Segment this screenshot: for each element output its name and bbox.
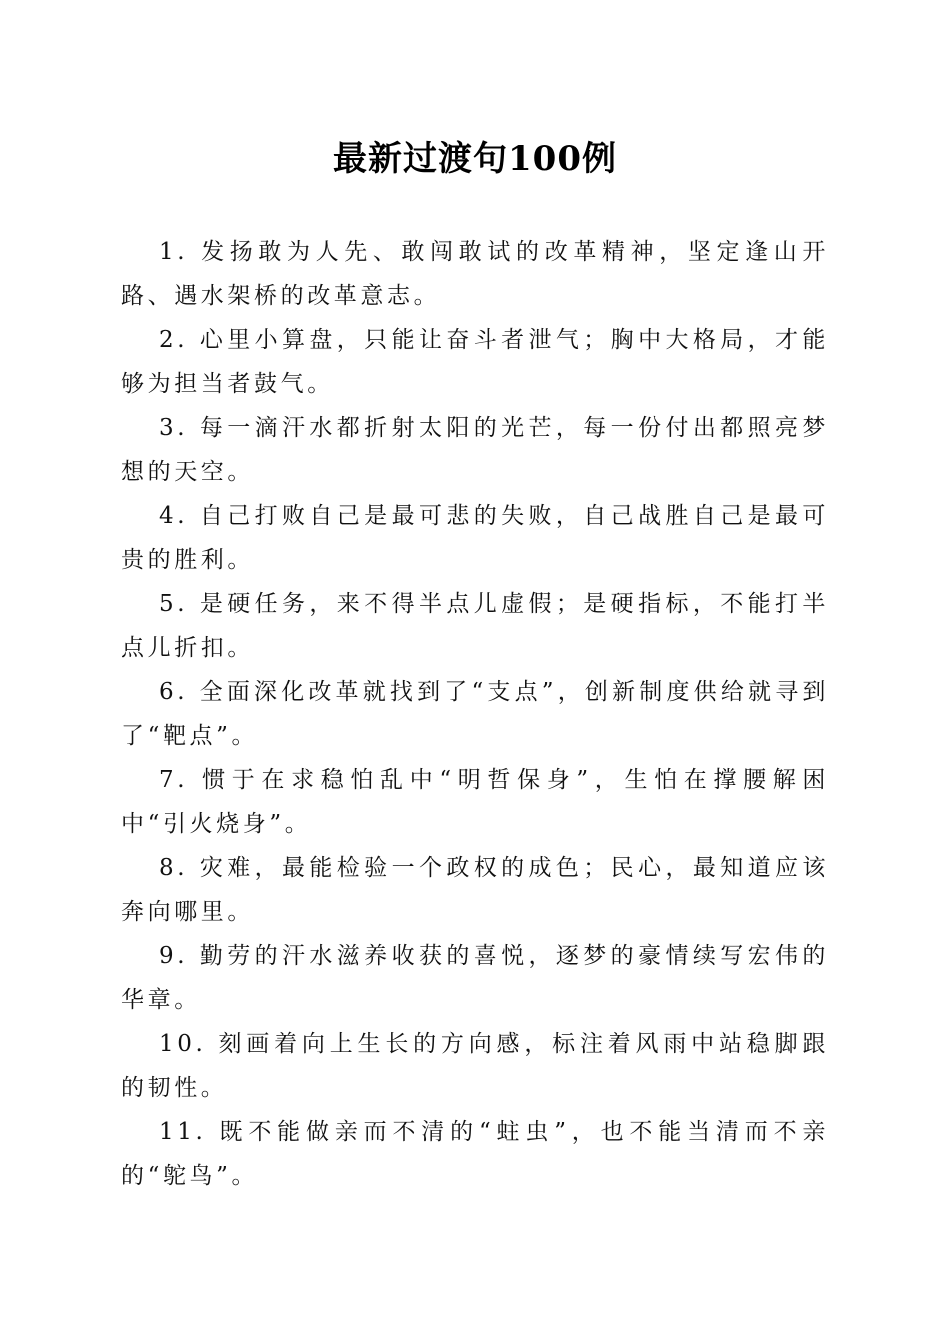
paragraph-10: 10. 刻画着向上生长的方向感，标注着风雨中站稳脚跟的韧性。: [121, 1031, 829, 1101]
paragraph-1: 1. 发扬敢为人先、敢闯敢试的改革精神，坚定逢山开路、遇水架桥的改革意志。: [121, 239, 829, 309]
document-body: [121, 230, 829, 1198]
paragraph-4: 4. 自己打败自己是最可悲的失败，自己战胜自己是最可贵的胜利。: [121, 503, 829, 573]
paragraph-9: 9. 勤劳的汗水滋养收获的喜悦，逐梦的豪情续写宏伟的华章。: [121, 943, 829, 1013]
paragraph-2: 2. 心里小算盘，只能让奋斗者泄气；胸中大格局，才能够为担当者鼓气。: [121, 327, 829, 397]
paragraph-3: 3. 每一滴汗水都折射太阳的光芒，每一份付出都照亮梦想的天空。: [121, 415, 829, 485]
paragraph-8: 8. 灾难，最能检验一个政权的成色；民心，最知道应该奔向哪里。: [121, 855, 829, 925]
paragraph-6: 6. 全面深化改革就找到了“支点”，创新制度供给就寻到了“靶点”。: [121, 679, 829, 749]
paragraph-7: 7. 惯于在求稳怕乱中“明哲保身”，生怕在撑腰解困中“引火烧身”。: [121, 767, 829, 837]
paragraph-5: 5. 是硬任务，来不得半点儿虚假；是硬指标，不能打半点儿折扣。: [121, 591, 829, 661]
paragraph-11: 11. 既不能做亲而不清的“蛀虫”，也不能当清而不亲的“鸵鸟”。: [121, 1119, 829, 1189]
page-title: 最新过渡句100例: [333, 139, 617, 179]
